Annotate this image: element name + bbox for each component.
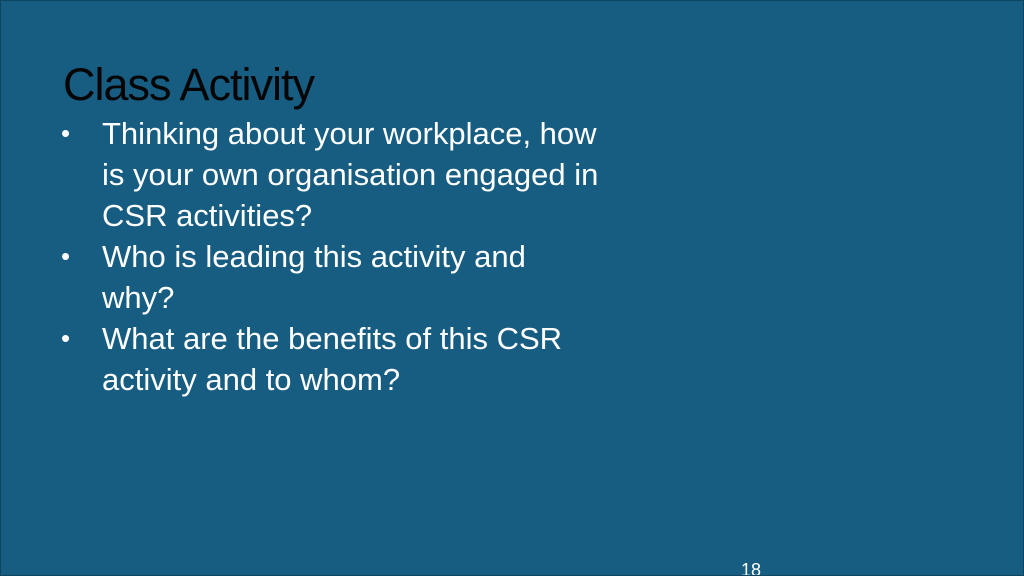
bullet-text: Who is leading this activity and why?	[102, 239, 526, 315]
bullet-list	[61, 113, 601, 400]
page-number: 18	[741, 560, 762, 576]
bullet-text: Thinking about your workplace, how is your own organisation engaged in CSR activities?	[102, 116, 599, 233]
bullet-item-1	[61, 113, 601, 236]
bullet-text: What are the benefits of this CSR activity and to whom?	[102, 321, 563, 397]
bullet-icon: •	[61, 241, 71, 271]
bullet-icon: •	[61, 323, 71, 353]
slide-title: Class Activity	[63, 59, 315, 110]
bullet-icon: •	[61, 118, 71, 148]
bullet-item-3	[61, 318, 601, 400]
bullet-item-2	[61, 236, 601, 318]
